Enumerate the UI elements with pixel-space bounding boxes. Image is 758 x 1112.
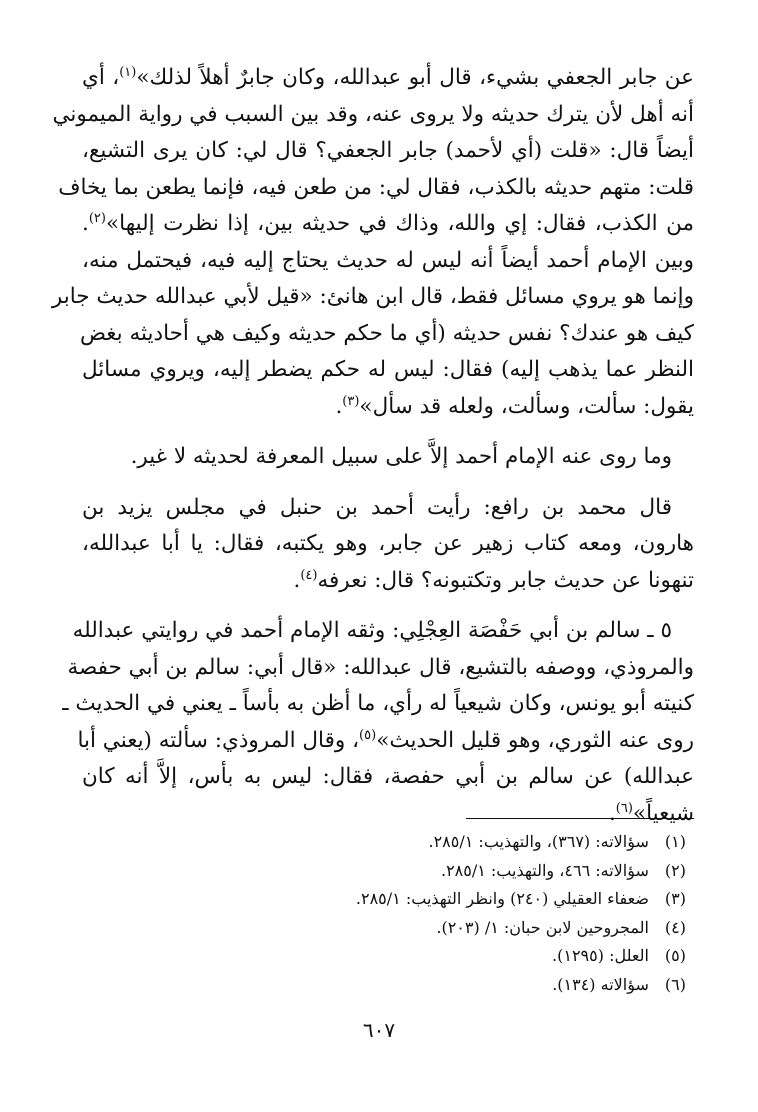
page-number: ٦٠٧ (362, 1018, 396, 1042)
footnote-text: سؤالاته (١٣٤). (552, 974, 649, 994)
footnote (100, 828, 686, 857)
text-line: قال محمد بن رافع: رأيت أحمد بن حنبل في مجلس يزيد بن (82, 494, 672, 520)
footnote (100, 857, 686, 886)
footnote-ref: (٦) (615, 800, 633, 816)
footnote (100, 914, 686, 943)
footnote-ref: (٢) (88, 210, 106, 226)
text-line: عبدالله) عن سالم بن أبي حفصة، فقال: ليس به بأس، إلاَّ أنه كان (82, 764, 694, 789)
footnote-number: (٣) (664, 889, 686, 909)
text-line: أيضاً قال: «قلت (أي لأحمد) جابر الجعفي؟ قال لي: كان يرى التشيع، (82, 138, 694, 163)
footnote-text: ضعفاء العقيلي (٢٤٠) وانظر التهذيب: ٢٨٥/١. (355, 889, 649, 909)
paragraph-jabir (51, 60, 694, 425)
text-line: ٥ ـ سالم بن أبي حَفْصَة العِجْلِي: وثقه الإمام أحمد في روايتي عبدالله (72, 618, 672, 643)
text-line: تنهونا عن حديث جابر وتكتبونه؟ قال: نعرفه$^{(٤)}$. (293, 567, 694, 593)
footnote-ref: (٣) (342, 393, 360, 409)
footnote-ref: (١) (119, 64, 137, 80)
text-line: أنه أهل لأن يترك حديثه ولا يروى عنه، وقد بين السبب في رواية الميموني (52, 101, 694, 127)
text-line: روى عنه الثوري، وهو قليل الحديث»$^{(٥)}$، وقال المروذي: سألته (يعني أبا (77, 727, 694, 753)
footnote-ref: (٤) (300, 567, 318, 583)
text-line: كيف هو عندك؟ نفس حديثه (أي ما حكم حديثه وكيف هي أحاديثه بغض (79, 320, 694, 346)
footnote-number: (٤) (664, 917, 686, 937)
footnote-number: (١) (664, 832, 686, 851)
footnote-text: سؤالاته: (٣٦٧)، والتهذيب: ٢٨٥/١. (428, 832, 649, 851)
text-line: وإنما هو يروي مسائل فقط، قال ابن هانئ: «قيل لأبي عبدالله حديث جابر (51, 284, 694, 309)
text-line: وبين الإمام أحمد أيضاً أنه ليس له حديث يحتاج إليه فيه، فيحتمل منه، (82, 247, 694, 273)
main-text (51, 60, 694, 832)
paragraph-summary (82, 439, 694, 476)
footnote (100, 885, 686, 914)
text-line: يقول: سألت، وسألت، ولعله قد سأل»$^{(٣)}$. (335, 393, 694, 419)
footnote (100, 971, 686, 1000)
footnote (100, 942, 686, 971)
text-line: قلت: متهم حديثه بالكذب، فقال لي: من طعن فيه، فإنما يطعن بما يخاف (58, 174, 694, 200)
footnote-text: سؤالاته: ٤٦٦، والتهذيب: ٢٨٥/١. (440, 860, 649, 880)
text-line: شيعياً»$^{(٦)}$. (608, 800, 694, 826)
footnote-number: (٦) (664, 974, 686, 994)
text-line: والمروذي، ووصفه بالتشيع، قال عبدالله: «قال أبي: سالم بن أبي حفصة (67, 654, 694, 680)
footnote-ref: (٥) (359, 727, 377, 743)
text-line: هارون، ومعه كتاب زهير عن جابر، وهو يكتبه، فقال: يا أبا عبدالله، (82, 531, 694, 556)
text-line: من الكذب، فقال: إي والله، وذاك في حديثه بين، إذا نظرت إليها»$^{(٢)}$. (82, 210, 694, 236)
paragraph-salim (62, 613, 694, 832)
footnote-number: (٥) (664, 946, 686, 966)
text-line: عن جابر الجعفي بشيء، قال أبو عبدالله، وكان جابرٌ أهلاً لذلك»$^{(١)}$، أي (82, 64, 694, 90)
paragraph-ibn-rafi (82, 490, 694, 600)
footnote-separator (466, 818, 694, 819)
footnote-text: العلل: (١٢٩٥). (552, 946, 649, 966)
footnote-text: المجروحين لابن حبان: ١/ (٢٠٣). (436, 917, 649, 937)
footnote-number: (٢) (664, 860, 686, 880)
text-line: كنيته أبو يونس، وكان شيعياً له رأي، ما أظن به بأساً ـ يعني في الحديث ـ (62, 691, 694, 716)
text-line: وما روى عنه الإمام أحمد إلاَّ على سبيل المعرفة لحديثه لا غير. (130, 444, 672, 469)
footnotes (100, 828, 686, 1000)
text-line: النظر عما يذهب إليه) فقال: ليس له حكم يضطر إليه، ويروي مسائل (82, 357, 694, 382)
